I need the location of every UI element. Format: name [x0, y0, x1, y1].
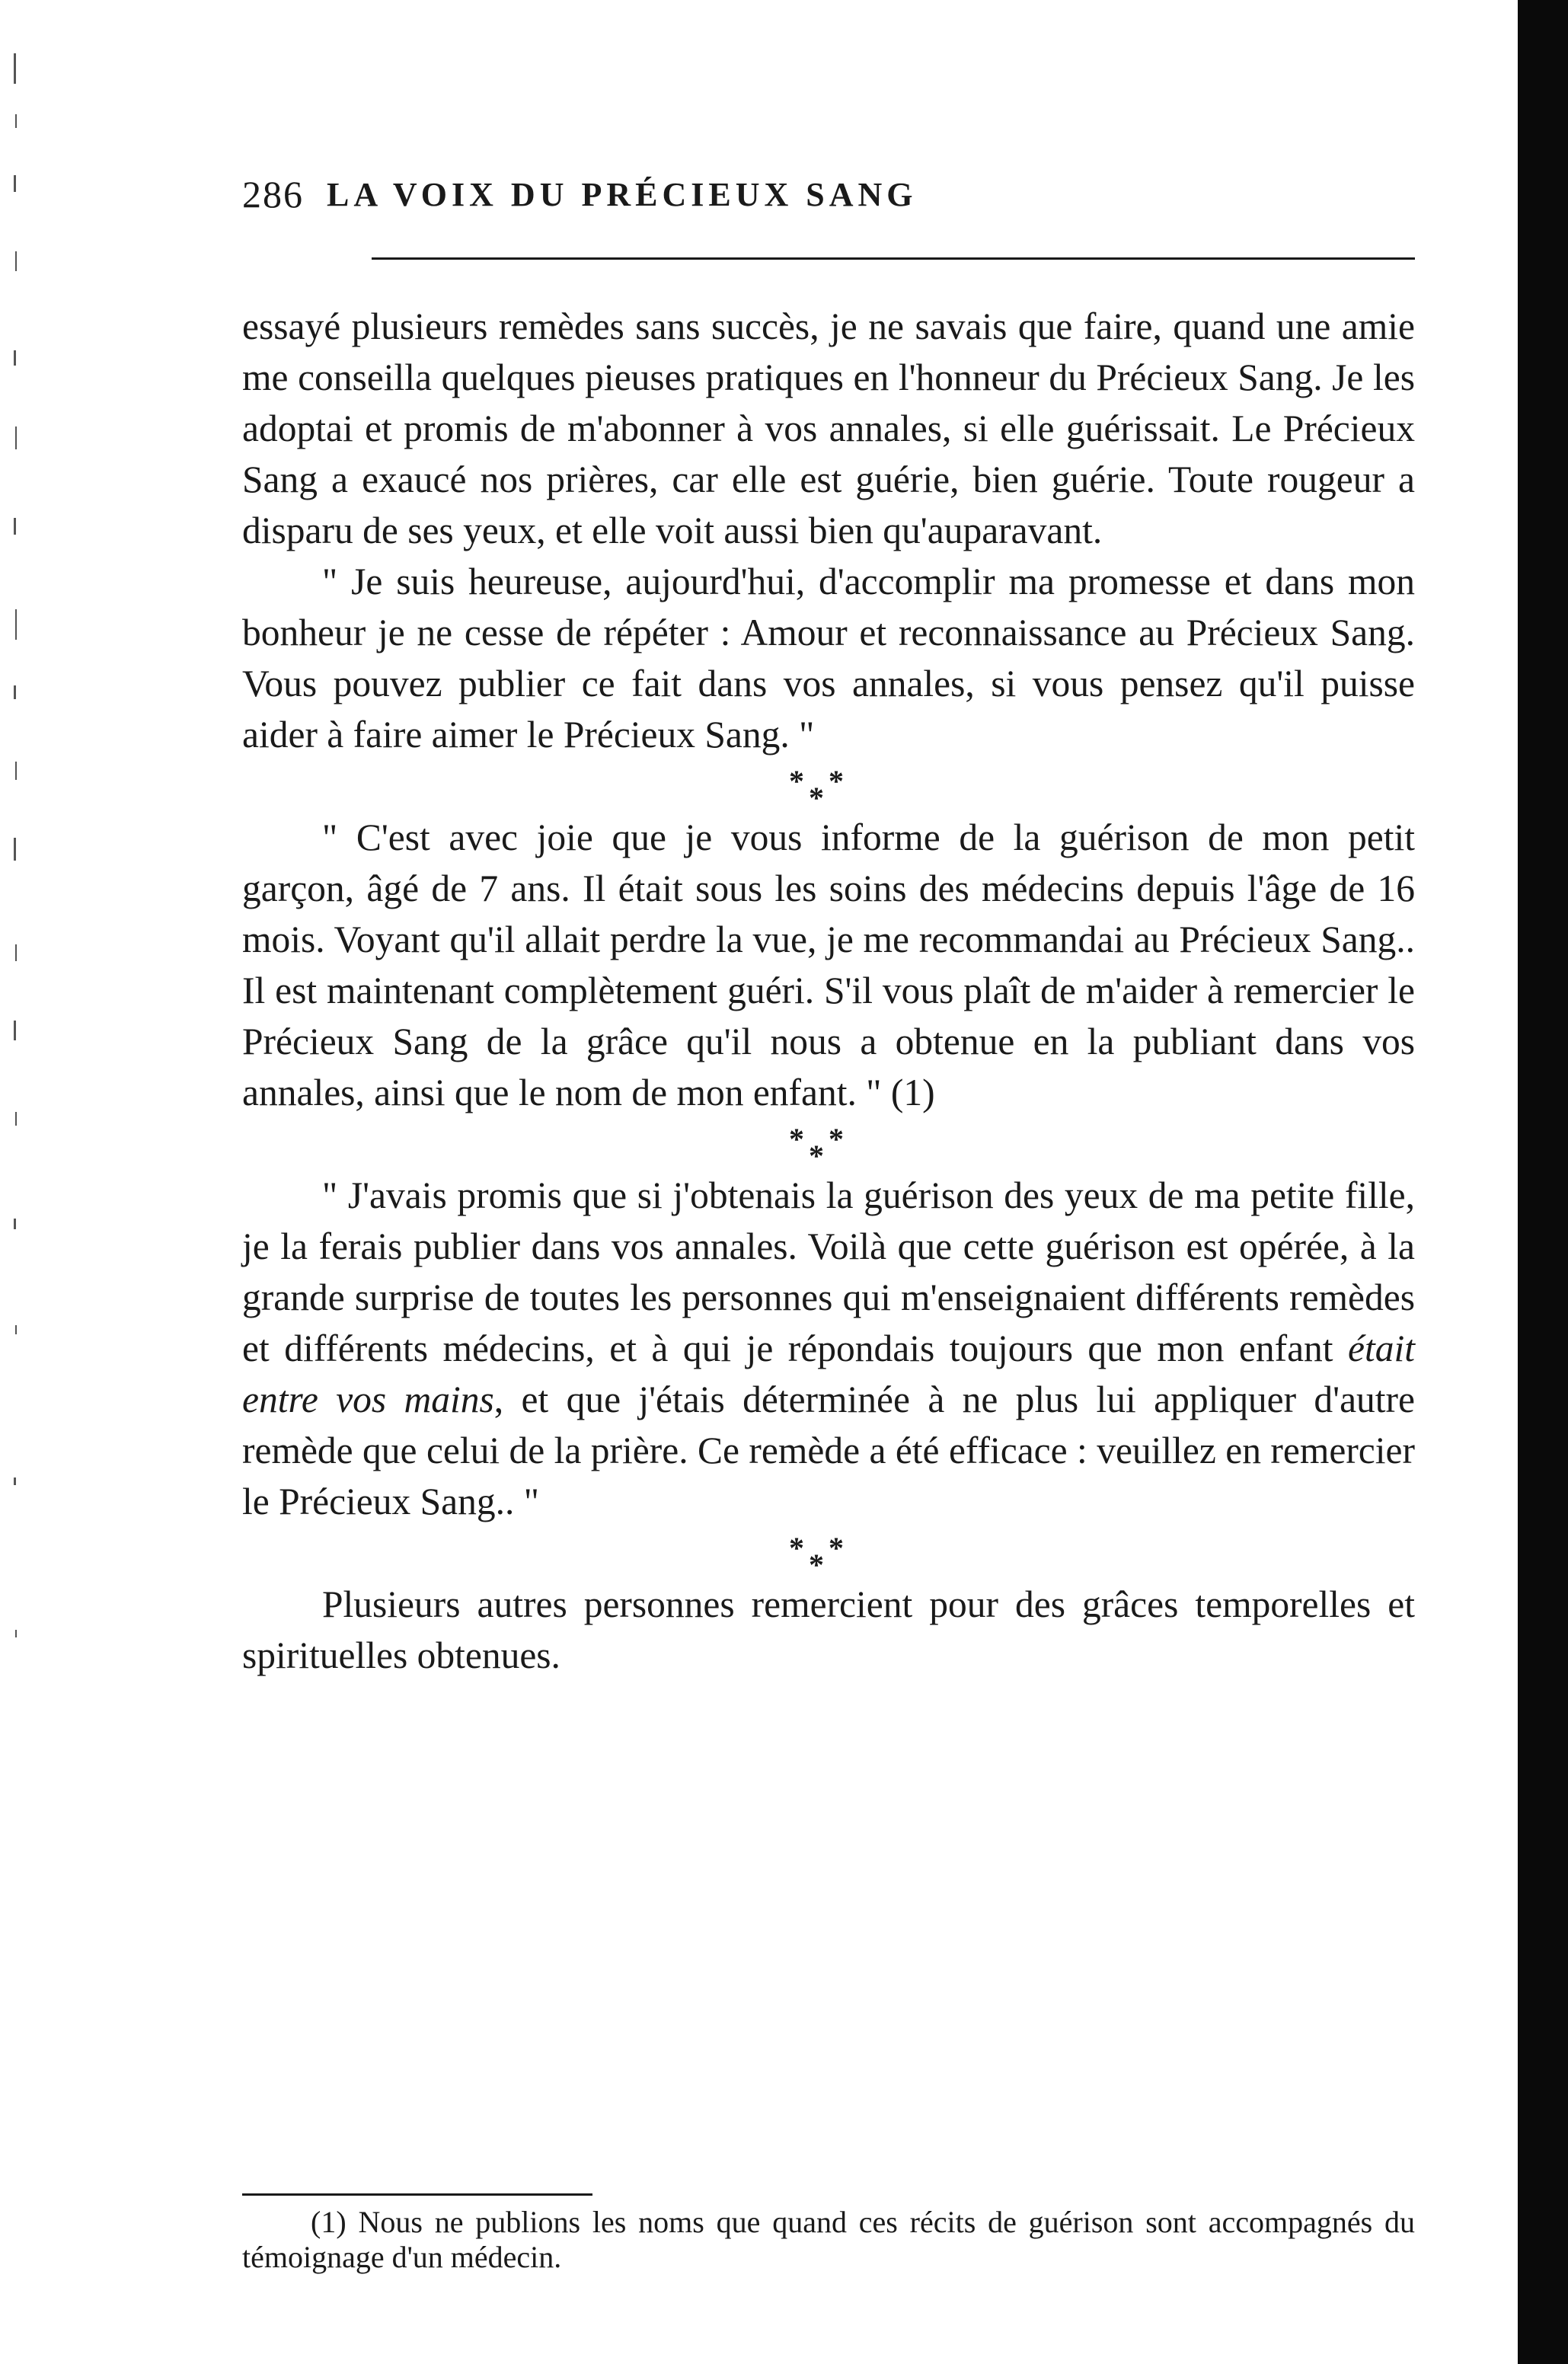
paragraph-1: essayé plusieurs remèdes sans succès, je ne savais que faire, quand une amie me conseilla quelques pieuses pratiques en l'honneur du Précieux Sang. Je les adoptai et promis de m'abonner à vos annales, si elle guérissait. Le Précieux Sang a exaucé nos prières, car elle est guérie, bien guérie. Toute rougeur a disparu de ses yeux, et elle voit aussi bien qu'auparavant.	[242, 305, 1415, 551]
asterism-2	[242, 1118, 1415, 1173]
asterism-star: *	[829, 1531, 844, 1565]
footnote-rule	[242, 2193, 592, 2196]
paragraph-4-text-end: , et que j'étais déterminée à ne plus lui appliquer d'autre remède que celui de la prière. Ce remède a été efficace : veuillez en remercier le Précieux Sang.. "	[242, 1378, 1415, 1522]
asterism-star: *	[809, 1139, 824, 1173]
body-text	[242, 301, 1415, 1681]
asterism-star: *	[789, 1122, 804, 1156]
paragraph-4	[242, 1170, 1415, 1527]
paragraph-4-text: " J'avais promis que si j'obtenais la guérison des yeux de ma petite fille, je la ferais publier dans vos annales. Voilà que cette guérison est opérée, à la grande surprise de toutes les personnes qui m'enseignaient différents remèdes et différents médecins, et à qui je répondais toujours que mon enfant	[242, 1174, 1415, 1369]
asterism-star: *	[809, 781, 824, 815]
asterism-star: *	[789, 1531, 804, 1565]
footnote-text: (1) Nous ne publions les noms que quand ces récits de guérison sont accompagnés du témoignage d'un médecin.	[242, 2205, 1415, 2274]
paragraph-5: Plusieurs autres personnes remercient pour des grâces temporelles et spirituelles obtenues.	[242, 1583, 1415, 1676]
header-rule	[372, 257, 1415, 260]
asterism-3	[242, 1527, 1415, 1582]
asterism-star: *	[829, 764, 844, 798]
scan-dark-edge	[1518, 0, 1568, 2364]
paragraph-4-italic: était entre vos mains	[242, 1327, 1416, 1420]
page-number: 286	[242, 173, 304, 216]
scan-gutter-marks	[11, 30, 29, 1706]
asterism-star: *	[829, 1122, 844, 1156]
running-head	[242, 168, 1415, 221]
footnote	[242, 2205, 1415, 2275]
paragraph-3: " C'est avec joie que je vous informe de la guérison de mon petit garçon, âgé de 7 ans. Il était sous les soins des médecins depuis l'âge de 16 mois. Voyant qu'il allait perdre la vue, je me recommandai au Précieux Sang.. Il est maintenant complètement guéri. S'il vous plaît de m'aider à remercier le Précieux Sang de la grâce qu'il nous a obtenue en la publiant dans vos annales, ainsi que le nom de mon enfant. " (1)	[242, 816, 1415, 1113]
asterism-1	[242, 760, 1415, 815]
asterism-star: *	[789, 764, 804, 798]
running-title: LA VOIX DU PRÉCIEUX SANG	[327, 175, 918, 213]
asterism-star: *	[809, 1548, 824, 1582]
paragraph-2: " Je suis heureuse, aujourd'hui, d'accomplir ma promesse et dans mon bonheur je ne cesse de répéter : Amour et reconnaissance au Précieux Sang. Vous pouvez publier ce fait dans vos annales, si vous pensez qu'il puisse aider à faire aimer le Précieux Sang. "	[242, 561, 1415, 756]
